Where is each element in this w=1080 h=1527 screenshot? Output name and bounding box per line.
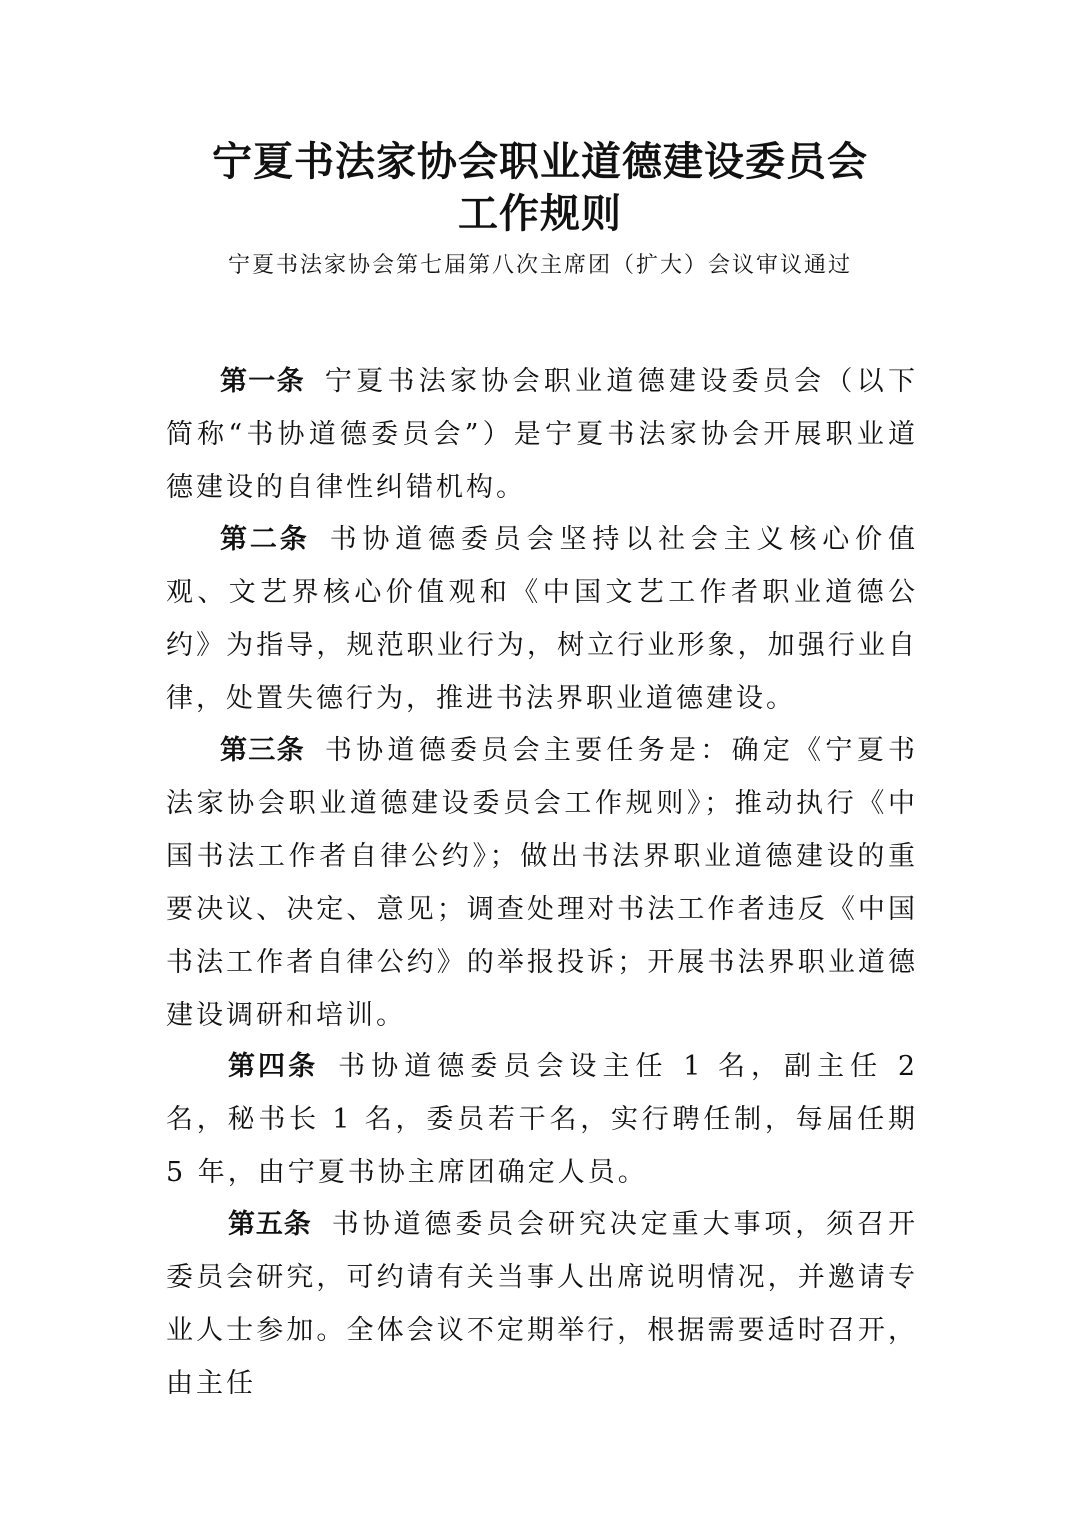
article-3 (166, 724, 918, 1042)
article-3-label: 第三条 (220, 735, 305, 766)
article-2-label: 第二条 (220, 524, 310, 555)
document-title-line-1: 宁夏书法家协会职业道德建设委员会 (212, 139, 868, 185)
article-2-text: 书协道德委员会坚持以社会主义核心价值观、文艺界核心价值观和《中国文艺工作者职业道德公约》为指导，规范职业行为，树立行业形象，加强行业自律，处置失德行为，推进书法界职业道德建设。 (166, 524, 919, 714)
article-1 (166, 355, 918, 514)
article-5-text: 书协道德委员会研究决定重大事项，须召开委员会研究，可约请有关当事人出席说明情况，并邀请专业人士参加。全体会议不定期举行，根据需要适时召开，由主任 (166, 1209, 919, 1399)
article-3-text: 书协道德委员会主要任务是：确定《宁夏书法家协会职业道德建设委员会工作规则》；推动执行《中国书法工作者自律公约》；做出书法界职业道德建设的重要决议、决定、意见；调查处理对书法工作者违反《中国书法工作者自律公约》的举报投诉；开展书法界职业道德建设调研和培训。 (166, 735, 919, 1031)
article-1-text: 宁夏书法家协会职业道德建设委员会（以下简称“书协道德委员会”）是宁夏书法家协会开展职业道德建设的自律性纠错机构。 (166, 366, 919, 503)
article-4-text: 书协道德委员会设主任 1 名，副主任 2 名，秘书长 1 名，委员若干名，实行聘任制，每届任期 5 年，由宁夏书协主席团确定人员。 (166, 1051, 919, 1188)
document-subtitle: 宁夏书法家协会第七届第八次主席团（扩大）会议审议通过 (227, 253, 852, 278)
article-5-label: 第五条 (228, 1209, 312, 1240)
article-1-label: 第一条 (220, 366, 305, 397)
article-4-label: 第四条 (228, 1051, 319, 1082)
article-5 (166, 1198, 918, 1410)
article-4 (166, 1040, 918, 1199)
article-2 (166, 513, 918, 725)
document-title-line-2: 工作规则 (458, 191, 622, 237)
